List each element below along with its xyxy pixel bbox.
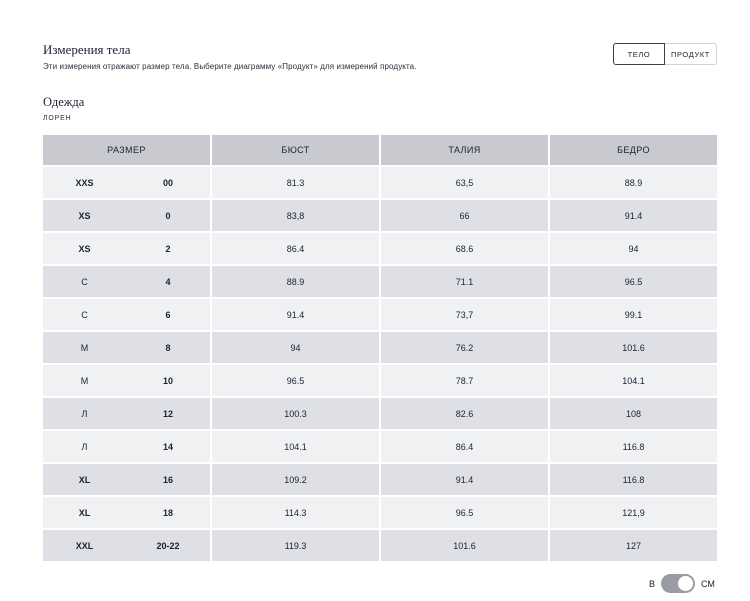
bust-value: 109.2	[212, 464, 379, 495]
section-subtitle: ЛОРЕН	[43, 115, 72, 122]
table-row	[43, 299, 717, 330]
page-header	[43, 42, 417, 71]
section-title: Одежда	[43, 95, 85, 109]
unit-toggle	[649, 574, 715, 593]
table-row	[43, 266, 717, 297]
size-number: 0	[126, 200, 210, 231]
table-row	[43, 233, 717, 264]
bust-value: 94	[212, 332, 379, 363]
body-chart-button[interactable]: ТЕЛО	[613, 43, 665, 65]
hip-value: 91.4	[550, 200, 717, 231]
size-number: 6	[126, 299, 210, 330]
size-label: XS	[43, 233, 126, 264]
bust-value: 81.3	[212, 167, 379, 198]
hip-value: 121,9	[550, 497, 717, 528]
size-label: XL	[43, 497, 126, 528]
hip-value: 127	[550, 530, 717, 561]
hip-value: 96.5	[550, 266, 717, 297]
size-number: 4	[126, 266, 210, 297]
table-row	[43, 497, 717, 528]
size-number: 14	[126, 431, 210, 462]
unit-inches-label: В	[649, 578, 656, 589]
size-label: М	[43, 365, 126, 396]
hip-value: 104.1	[550, 365, 717, 396]
size-number: 8	[126, 332, 210, 363]
table-row	[43, 332, 717, 363]
waist-value: 73,7	[381, 299, 548, 330]
header-size: РАЗМЕР	[43, 135, 210, 165]
waist-value: 96.5	[381, 497, 548, 528]
waist-value: 76.2	[381, 332, 548, 363]
waist-value: 68.6	[381, 233, 548, 264]
size-label: XXL	[43, 530, 126, 561]
hip-value: 101.6	[550, 332, 717, 363]
unit-switch[interactable]	[661, 574, 695, 593]
section-header	[43, 95, 84, 122]
size-label: М	[43, 332, 126, 363]
waist-value: 66	[381, 200, 548, 231]
waist-value: 78.7	[381, 365, 548, 396]
table-row	[43, 464, 717, 495]
table-row	[43, 530, 717, 561]
waist-value: 71.1	[381, 266, 548, 297]
waist-value: 82.6	[381, 398, 548, 429]
size-number: 16	[126, 464, 210, 495]
hip-value: 99.1	[550, 299, 717, 330]
bust-value: 86.4	[212, 233, 379, 264]
hip-value: 94	[550, 233, 717, 264]
hip-value: 88.9	[550, 167, 717, 198]
hip-value: 116.8	[550, 431, 717, 462]
header-bust: БЮСТ	[212, 135, 379, 165]
bust-value: 96.5	[212, 365, 379, 396]
bust-value: 88.9	[212, 266, 379, 297]
hip-value: 116.8	[550, 464, 717, 495]
table-row	[43, 431, 717, 462]
size-table	[43, 135, 717, 561]
size-label: С	[43, 299, 126, 330]
header-hip: БЕДРО	[550, 135, 717, 165]
hip-value: 108	[550, 398, 717, 429]
size-label: XXS	[43, 167, 126, 198]
size-label: С	[43, 266, 126, 297]
size-label: Л	[43, 431, 126, 462]
waist-value: 63,5	[381, 167, 548, 198]
size-label: Л	[43, 398, 126, 429]
waist-value: 101.6	[381, 530, 548, 561]
bust-value: 104.1	[212, 431, 379, 462]
size-number: 12	[126, 398, 210, 429]
table-header	[43, 135, 717, 165]
page-title: Измерения тела	[43, 42, 131, 57]
table-row	[43, 365, 717, 396]
table-row	[43, 398, 717, 429]
bust-value: 91.4	[212, 299, 379, 330]
size-number: 20-22	[126, 530, 210, 561]
header-waist: ТАЛИЯ	[381, 135, 548, 165]
size-number: 10	[126, 365, 210, 396]
size-label: XS	[43, 200, 126, 231]
size-number: 00	[126, 167, 210, 198]
bust-value: 83,8	[212, 200, 379, 231]
page-subtitle: Эти измерения отражают размер тела. Выберите диаграмму «Продукт» для измерений продукта.	[43, 62, 417, 71]
table-row	[43, 200, 717, 231]
bust-value: 119.3	[212, 530, 379, 561]
size-number: 2	[126, 233, 210, 264]
bust-value: 114.3	[212, 497, 379, 528]
unit-cm-label: СМ	[701, 578, 715, 589]
table-row	[43, 167, 717, 198]
size-number: 18	[126, 497, 210, 528]
table-body	[43, 167, 717, 561]
unit-switch-knob	[678, 576, 693, 591]
product-chart-button[interactable]: ПРОДУКТ	[665, 43, 717, 65]
waist-value: 91.4	[381, 464, 548, 495]
size-label: XL	[43, 464, 126, 495]
waist-value: 86.4	[381, 431, 548, 462]
bust-value: 100.3	[212, 398, 379, 429]
chart-type-toggle	[613, 43, 717, 65]
